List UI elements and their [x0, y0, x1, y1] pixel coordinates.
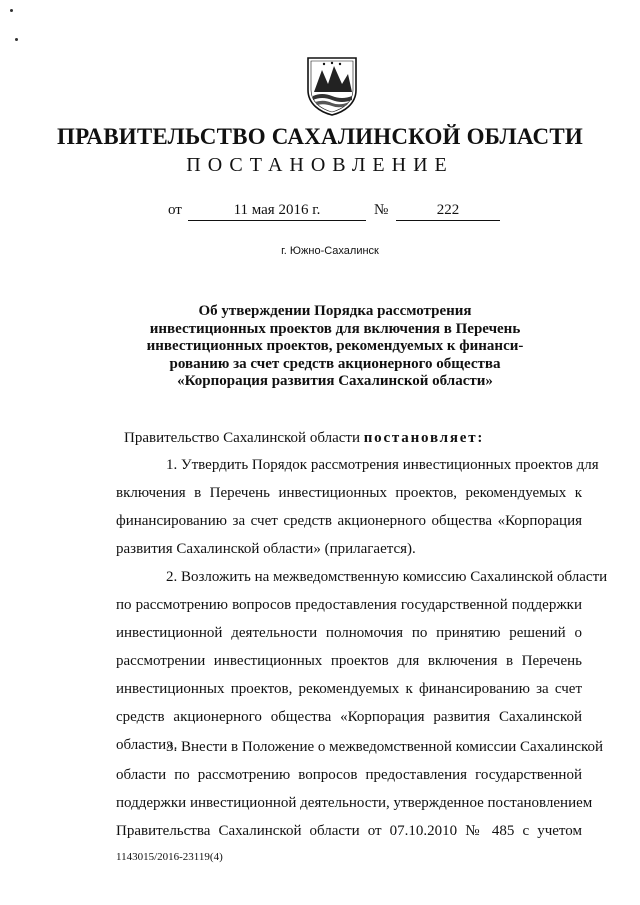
paragraph-line: инвестиционной деятельности полномочия по принятию решений о — [116, 625, 582, 641]
paragraph-line: 2. Возложить на межведомственную комиссию Сахалинской области — [166, 569, 608, 585]
title-line: инвестиционных проектов, рекомендуемых к финанси- — [146, 338, 524, 354]
city-name: г. Южно-Сахалинск — [281, 245, 379, 257]
scan-speck — [10, 9, 13, 12]
paragraph-line: средств акционерного общества «Корпорация развития Сахалинской — [116, 709, 582, 725]
document-number: 222 — [396, 202, 500, 221]
paragraph-line: финансированию за счет средств акционерного общества «Корпорация — [116, 513, 582, 529]
paragraph-line: включения в Перечень инвестиционных проектов, рекомендуемых к — [116, 485, 582, 501]
document-date: 11 мая 2016 г. — [188, 202, 366, 221]
paragraph-line: области». — [116, 737, 178, 753]
title-line: рованию за счет средств акционерного общества — [169, 355, 501, 372]
paragraph-line: 1. Утвердить Порядок рассмотрения инвестиционных проектов для — [166, 457, 599, 473]
document-type: ПОСТАНОВЛЕНИЕ — [186, 154, 454, 176]
date-number-row — [0, 200, 640, 226]
paragraph-line: области по рассмотрению вопросов предоставления государственной — [116, 767, 582, 783]
organization-name: ПРАВИТЕЛЬСТВО САХАЛИНСКОЙ ОБЛАСТИ — [57, 124, 583, 149]
paragraph-1 — [116, 451, 599, 563]
coat-of-arms-icon — [302, 54, 362, 116]
paragraph-line: поддержки инвестиционной деятельности, утвержденное постановлением — [116, 795, 593, 811]
paragraph-line: по рассмотрению вопросов предоставления государственной поддержки — [116, 597, 582, 613]
title-line: инвестиционных проектов для включения в Перечень — [149, 320, 521, 337]
intro-line — [124, 424, 484, 452]
paragraph-line: инвестиционных проектов, рекомендуемых к финансированию за счет — [116, 681, 582, 697]
title-line: Об утверждении Порядка рассмотрения — [198, 303, 472, 319]
document-title — [0, 303, 640, 391]
paragraph-3 — [116, 733, 604, 845]
paragraph-line: 3. Внести в Положение о межведомственной комиссии Сахалинской — [166, 739, 604, 755]
paragraph-line: развития Сахалинской области» (прилагается). — [116, 541, 416, 557]
footer-code: 1143015/2016-23119(4) — [116, 851, 223, 863]
title-line: «Корпорация развития Сахалинской области» — [177, 373, 493, 389]
intro-emphasis: постановляет: — [363, 430, 485, 446]
from-label: от — [168, 202, 182, 218]
paragraph-line: Правительства Сахалинской области от 07.10.2010 № 485 с учетом — [116, 823, 582, 839]
paragraph-line: рассмотрении инвестиционных проектов для включения в Перечень — [116, 653, 582, 669]
intro-text: Правительство Сахалинской области — [124, 430, 364, 446]
scan-speck — [15, 38, 18, 41]
number-label: № — [374, 202, 389, 218]
paragraph-2 — [116, 563, 608, 759]
